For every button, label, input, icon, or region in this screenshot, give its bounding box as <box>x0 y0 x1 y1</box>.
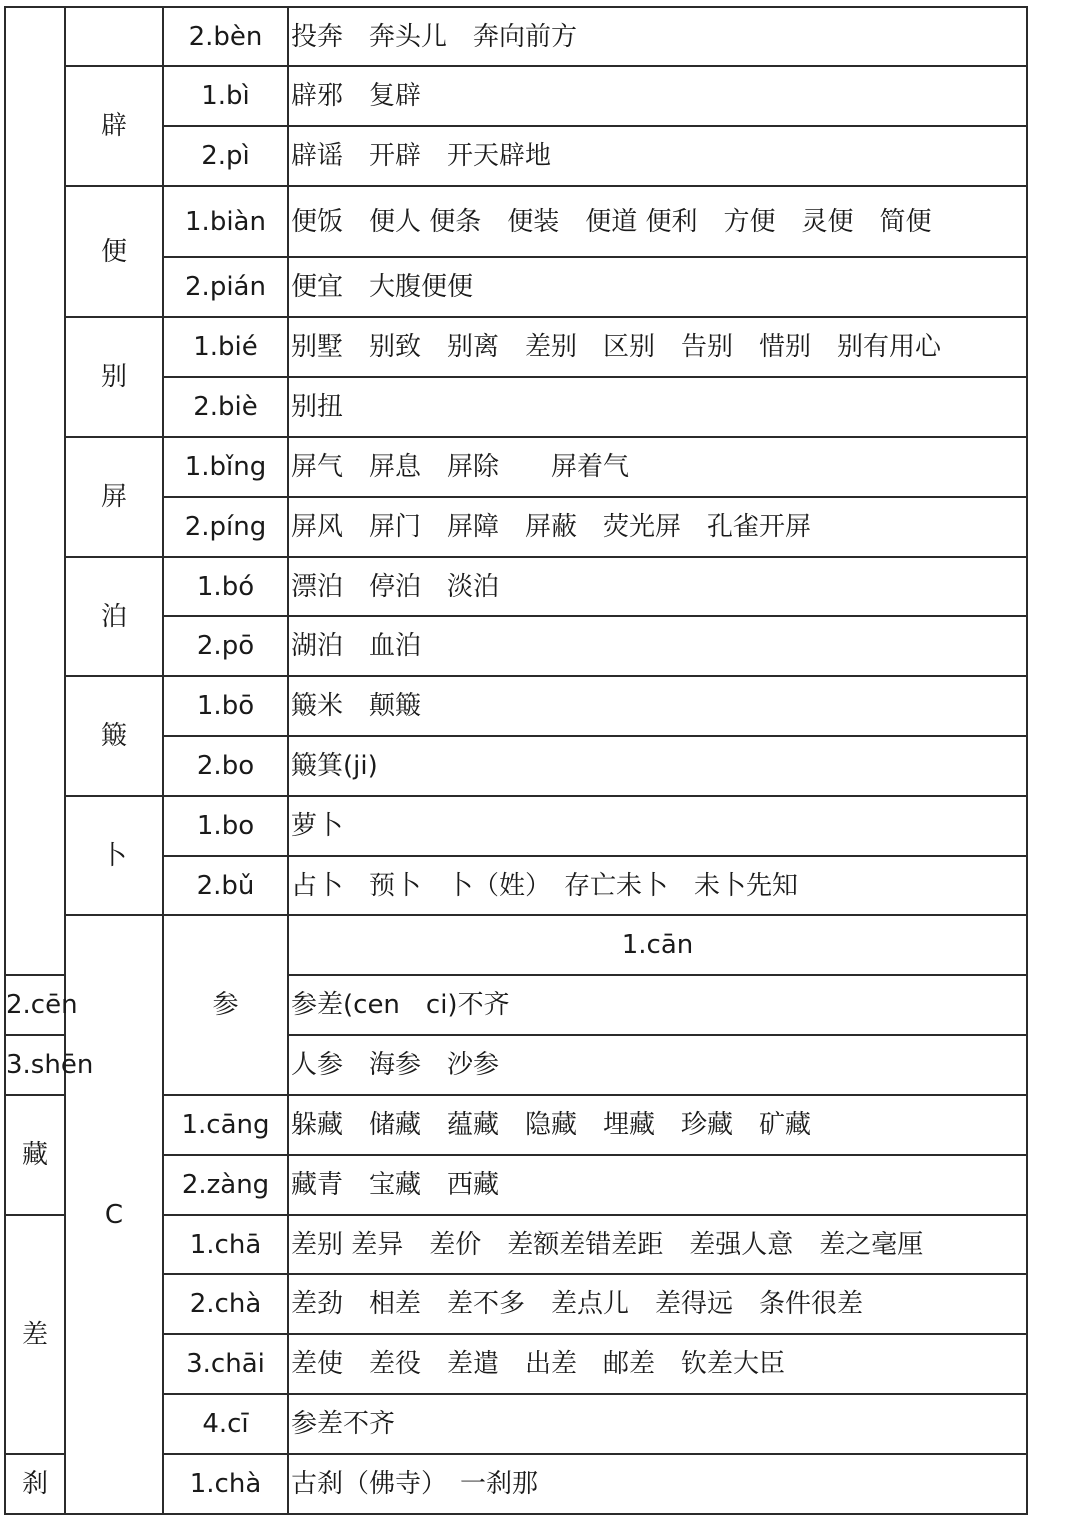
pinyin-cell: 2.bǔ <box>163 856 288 915</box>
table-row <box>5 437 1027 497</box>
table-row <box>5 7 1027 66</box>
words-cell <box>288 1394 1027 1454</box>
character-cell: 辟 <box>65 66 163 186</box>
words-text: 藏青 宝藏 西藏 <box>291 1170 500 1200</box>
words-text: 辟邪 复辟 <box>291 81 422 111</box>
words-text: 别墅 别致 别离 差别 区别 告别 惜别 别有用心 <box>291 332 942 362</box>
table-row <box>5 557 1027 616</box>
pinyin-cell: 1.bǐng <box>163 437 288 497</box>
character-cell <box>65 7 163 66</box>
words-text: 簸米 颠簸 <box>291 691 422 721</box>
words-text: 簸箕(ji) <box>291 751 378 781</box>
character-cell: 簸 <box>65 676 163 796</box>
words-cell <box>288 497 1027 557</box>
words-cell <box>288 437 1027 497</box>
pinyin-cell: 1.bō <box>163 676 288 736</box>
words-text: 湖泊 血泊 <box>291 631 422 661</box>
table-row <box>5 915 1027 975</box>
words-text: 辟谣 开辟 开天辟地 <box>291 141 552 171</box>
words-text: 古刹（佛寺） 一刹那 <box>291 1469 539 1499</box>
table-row <box>5 796 1027 856</box>
pinyin-cell: 2.chà <box>163 1274 288 1334</box>
character-cell: 刹 <box>5 1454 65 1514</box>
character-cell: 卜 <box>65 796 163 915</box>
pinyin-cell: 1.chā <box>163 1215 288 1274</box>
polyphonic-table <box>4 6 1028 1515</box>
pinyin-cell: 2.biè <box>163 377 288 437</box>
words-text: 投奔 奔头儿 奔向前方 <box>291 21 578 52</box>
words-cell <box>288 7 1027 66</box>
table-row <box>5 676 1027 736</box>
pinyin-cell: 2.pō <box>163 616 288 676</box>
words-cell <box>288 1155 1027 1215</box>
words-text: 便饭 便人 便条 便装 便道 便利 方便 灵便 简便 <box>291 206 932 237</box>
words-text: 屏风 屏门 屏障 屏蔽 荧光屏 孔雀开屏 <box>291 512 812 542</box>
pinyin-cell: 1.bo <box>163 796 288 856</box>
words-cell <box>288 66 1027 126</box>
words-text: 差使 差役 差遣 出差 邮差 钦差大臣 <box>291 1349 786 1379</box>
pinyin-cell: 1.bì <box>163 66 288 126</box>
section-letter: C <box>65 915 163 1514</box>
words-text: 差劲 相差 差不多 差点儿 差得远 条件很差 <box>291 1289 864 1319</box>
words-cell <box>288 1095 1027 1155</box>
words-text: 萝卜 <box>291 811 344 841</box>
words-text: 参差不齐 <box>291 1409 396 1439</box>
pinyin-cell: 1.chà <box>163 1454 288 1514</box>
character-cell: 别 <box>65 317 163 437</box>
words-cell <box>288 1274 1027 1334</box>
words-cell <box>288 796 1027 856</box>
pinyin-cell: 3.chāi <box>163 1334 288 1394</box>
words-text: 漂泊 停泊 淡泊 <box>291 571 500 602</box>
words-cell <box>288 257 1027 317</box>
words-text: 差别 差异 差价 差额差错差距 差强人意 差之毫厘 <box>291 1229 924 1260</box>
words-cell <box>288 186 1027 257</box>
words-cell <box>288 126 1027 186</box>
pinyin-cell: 2.bo <box>163 736 288 796</box>
words-text: 别扭 <box>291 392 344 422</box>
words-cell <box>288 856 1027 915</box>
words-text: 人参 海参 沙参 <box>291 1050 500 1080</box>
pinyin-cell: 2.pián <box>163 257 288 317</box>
table-row <box>5 317 1027 377</box>
pinyin-cell: 1.bié <box>163 317 288 377</box>
words-cell <box>288 616 1027 676</box>
words-cell <box>288 736 1027 796</box>
character-cell: 屏 <box>65 437 163 557</box>
words-cell <box>288 377 1027 437</box>
words-cell <box>288 975 1027 1035</box>
pinyin-cell: 1.cāng <box>163 1095 288 1155</box>
character-cell: 藏 <box>5 1095 65 1215</box>
words-text: 参差(cen ci)不齐 <box>291 990 510 1020</box>
words-text: 占卜 预卜 卜（姓） 存亡未卜 未卜先知 <box>291 870 799 901</box>
character-cell: 参 <box>163 915 288 1095</box>
pinyin-cell: 4.cī <box>163 1394 288 1454</box>
pinyin-cell: 2.pì <box>163 126 288 186</box>
words-cell <box>288 1035 1027 1095</box>
pinyin-cell: 2.píng <box>163 497 288 557</box>
words-text: 躲藏 储藏 蕴藏 隐藏 埋藏 珍藏 矿藏 <box>291 1110 812 1140</box>
pinyin-cell: 2.bèn <box>163 7 288 66</box>
pinyin-cell: 2.cēn <box>5 975 65 1035</box>
table-row <box>5 186 1027 257</box>
pinyin-cell: 2.zàng <box>163 1155 288 1215</box>
words-text: 便宜 大腹便便 <box>291 272 474 302</box>
character-cell: 便 <box>65 186 163 317</box>
pinyin-cell: 3.shēn <box>5 1035 65 1095</box>
pinyin-cell: 1.biàn <box>163 186 288 257</box>
words-cell <box>288 676 1027 736</box>
words-cell <box>288 557 1027 616</box>
words-cell <box>288 1215 1027 1274</box>
table-row <box>5 66 1027 126</box>
section-letter <box>5 7 65 975</box>
words-text: 屏气 屏息 屏除 屏着气 <box>291 452 630 482</box>
words-cell <box>288 317 1027 377</box>
words-cell <box>288 1454 1027 1514</box>
character-cell: 差 <box>5 1215 65 1454</box>
words-cell <box>288 1334 1027 1394</box>
pinyin-cell: 1.cān <box>288 915 1027 975</box>
pinyin-cell: 1.bó <box>163 557 288 616</box>
character-cell: 泊 <box>65 557 163 676</box>
